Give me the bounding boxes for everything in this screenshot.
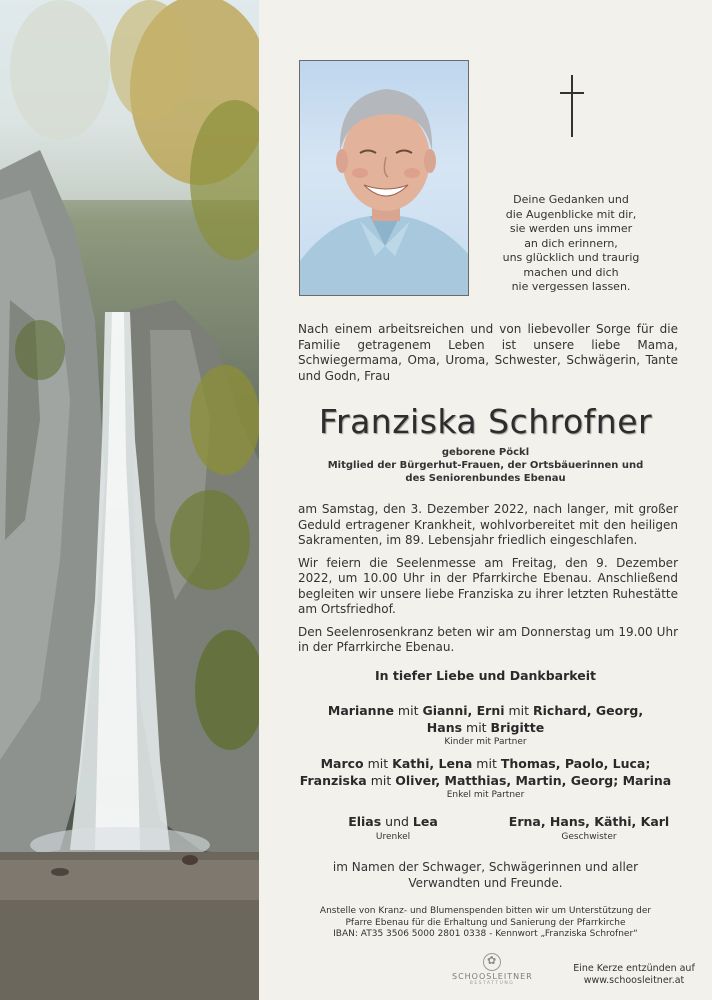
poem-line: Deine Gedanken und [513,193,629,206]
logo-name: SCHOOSLEITNER [452,972,533,981]
funeral-paragraph: Wir feiern die Seelenmesse am Freitag, den 9. Dezember 2022, um 10.00 Uhr in der Pfarrkirche Ebenau. Anschließend begleiten wir unsere liebe Franziska zu ihrer letzten Ruhestätte am Ortsfriedhof. [298,555,678,616]
poem-line: nie vergessen lassen. [511,280,631,293]
family-line [333,814,453,831]
waterfall-photo [0,0,259,1000]
family-name: Gianni, Erni [422,703,505,718]
family-role: Kinder mit Partner [444,737,527,747]
poem-line: uns glücklich und traurig [502,251,640,264]
family-name: Thomas, Paolo, Luca; [500,756,651,771]
funeral-home-logo [452,953,532,986]
logo-subtitle: BESTATTUNG [469,981,515,986]
family-name: Franziska [299,772,367,788]
family-great-grandchildren [333,814,453,843]
membership-line: des Seniorenbundes Ebenau [405,473,566,484]
grief-line: In tiefer Liebe und Dankbarkeit [375,668,596,683]
rosary-paragraph: Den Seelenrosenkranz beten wir am Donnerstag um 19.00 Uhr in der Pfarrkirche Ebenau. [298,624,678,654]
candle-line: Eine Kerze entzünden auf [573,963,695,974]
family-line [259,720,712,737]
poem-line: die Augenblicke mit dir, [505,207,637,221]
subtitle [259,446,712,485]
family-name: Marianne [327,703,394,718]
family-connector: mit [504,703,534,718]
donation-line: Anstelle von Kranz- und Blumenspenden bitten wir um Unterstützung der [319,906,652,916]
membership-line: Mitglied der Bürgerhut-Frauen, der Ortsbäuerinnen und [327,460,644,471]
family-name: Marco [320,756,364,771]
poem [487,193,655,295]
family-line [259,773,712,790]
family-role: Enkel mit Partner [446,790,525,800]
family-name: Brigitte [490,719,545,735]
family-connector: und [381,814,413,829]
family-connector: mit [366,772,396,788]
rose-icon [483,953,501,971]
poem-line: machen und dich [523,265,619,279]
poem-line: an dich erinnern, [524,236,618,250]
family-name: Kathi, Lena [392,756,473,771]
maiden-name: geborene Pöckl [441,447,530,458]
candle-link[interactable]: www.schoosleitner.at [583,975,685,986]
family-name: Lea [412,814,438,829]
family-line [259,703,712,720]
donation-iban: IBAN: AT35 3506 5000 2801 0338 - Kennwort „Franziska Schrofner“ [333,929,638,939]
donation-line: Pfarre Ebenau für die Erhaltung und Sanierung der Pfarrkirche [345,917,626,928]
family-connector: mit [363,756,393,771]
deceased-name: Franziska Schrofner [318,402,653,441]
family-connector: mit [472,756,501,771]
family-role: Geschwister [561,831,617,842]
donation-notice [259,906,712,941]
closing-line: Verwandten und Freunde. [408,876,563,890]
family-grandchildren [259,756,712,801]
obituary-panel [259,0,712,1000]
portrait-photo [299,60,469,296]
family-line [504,814,674,831]
family-name: Richard, Georg, [533,703,644,718]
family-children [259,703,712,748]
closing-text [259,859,712,891]
cross-icon [560,75,584,137]
family-name: Oliver, Matthias, Martin, Georg; Marina [395,772,672,788]
poem-line: sie werden uns immer [509,222,633,235]
family-name: Elias [348,814,382,829]
death-paragraph: am Samstag, den 3. Dezember 2022, nach langer, mit großer Geduld ertragener Krankheit, wohlvorbereitet mit den heiligen Sakramenten, im 89. Lebensjahr friedlich eingeschlafen. [298,502,678,547]
closing-line: im Namen der Schwager, Schwägerinnen und aller [332,860,639,874]
family-name: Erna, Hans, Käthi, Karl [508,814,670,829]
candle-notice [559,963,709,987]
family-siblings [504,814,674,843]
family-connector: mit [393,703,423,718]
family-name: Hans [426,719,463,735]
family-line [259,756,712,773]
intro-text: Nach einem arbeitsreichen und von liebevoller Sorge für die Familie getragenem Leben ist unsere liebe Mama, Schwiegermama, Oma, Uroma, Schwester, Schwägerin, Tante und Godn, Frau [298,322,678,383]
family-connector: mit [462,719,491,735]
announcement-body [298,502,678,663]
family-role: Urenkel [375,831,411,842]
